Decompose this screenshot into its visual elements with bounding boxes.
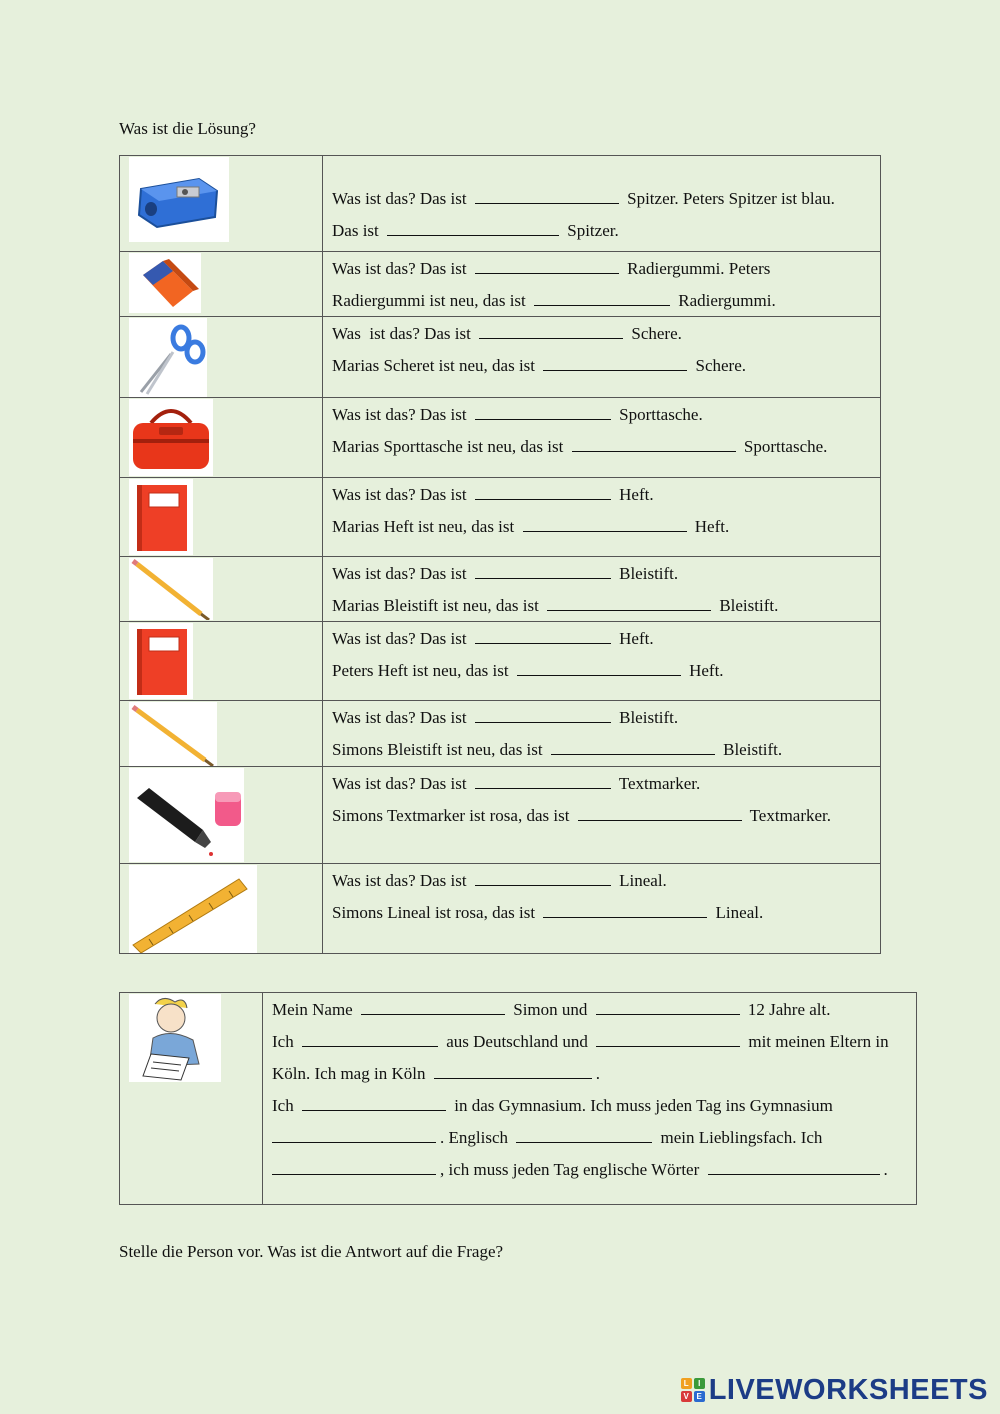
- answer-blank[interactable]: [475, 622, 611, 644]
- answer-blank[interactable]: [547, 589, 711, 611]
- line-text: aus Deutschland und: [441, 1032, 593, 1051]
- answer-blank[interactable]: [387, 214, 559, 236]
- line-text: Marias Sporttasche ist neu, das ist: [332, 437, 568, 456]
- line-text: Heft.: [690, 517, 730, 536]
- line-text: Simons Lineal ist rosa, das ist: [332, 903, 540, 922]
- line-text: Das ist: [332, 221, 383, 240]
- item-text-cell: [323, 701, 881, 767]
- line-text: Mein Name: [272, 1000, 357, 1019]
- ruler-icon: [129, 865, 257, 953]
- answer-blank[interactable]: [516, 1121, 652, 1143]
- item-image-cell: [120, 317, 323, 398]
- pencil-icon: [129, 702, 217, 766]
- line-text: mein Lieblingsfach. Ich: [656, 1128, 823, 1147]
- line-text: mit meinen Eltern in: [744, 1032, 889, 1051]
- line-text: Textmarker.: [745, 806, 832, 825]
- line-text: Was ist das? Das ist: [332, 405, 471, 424]
- line-text: Was ist das? Das ist: [332, 485, 471, 504]
- answer-blank[interactable]: [523, 510, 687, 532]
- line-text: Köln. Ich mag in Köln: [272, 1064, 430, 1083]
- item-text-cell: [323, 317, 881, 398]
- exercise-table-items: [119, 155, 881, 954]
- notebook-icon: [129, 623, 193, 699]
- eraser-icon: [129, 253, 201, 313]
- exercise-row: [120, 398, 881, 478]
- answer-blank[interactable]: [517, 654, 681, 676]
- answer-blank[interactable]: [479, 317, 623, 339]
- answer-blank[interactable]: [543, 896, 707, 918]
- line-text: Bleistift.: [614, 564, 679, 583]
- line-text: Bleistift.: [715, 596, 779, 615]
- line-text: Marias Heft ist neu, das ist: [332, 517, 519, 536]
- line-text: Was ist das? Das ist: [332, 871, 471, 890]
- answer-blank[interactable]: [475, 478, 611, 500]
- exercise-row: [120, 478, 881, 557]
- item-image-cell: [120, 156, 323, 252]
- line-text: Ich: [272, 1032, 298, 1051]
- item-image-cell: [120, 252, 323, 317]
- line-text: Bleistift.: [718, 740, 783, 759]
- line-text: Was ist das? Das ist: [332, 189, 471, 208]
- line-text: . Englisch: [440, 1128, 513, 1147]
- line-text: Heft.: [614, 485, 654, 504]
- line-text: Marias Scheret ist neu, das ist: [332, 356, 540, 375]
- item-text-cell: [323, 156, 881, 252]
- answer-blank[interactable]: [475, 864, 611, 886]
- item-text-cell: [323, 398, 881, 478]
- exercise-row: [120, 767, 881, 864]
- line-text: Was ist das? Das ist: [332, 564, 471, 583]
- line-text: Lineal.: [711, 903, 764, 922]
- line-text: Peters Heft ist neu, das ist: [332, 661, 513, 680]
- item-image-cell: [120, 701, 323, 767]
- answer-blank[interactable]: [302, 1089, 446, 1111]
- item-text-cell: [323, 557, 881, 622]
- line-text: .: [595, 1064, 600, 1083]
- exercise-row: [120, 864, 881, 954]
- line-text: Spitzer.: [563, 221, 619, 240]
- line-text: Radiergummi ist neu, das ist: [332, 291, 531, 310]
- item-image-cell: [120, 622, 323, 701]
- answer-blank[interactable]: [302, 1025, 438, 1047]
- line-text: Heft.: [614, 629, 654, 648]
- logo-mark-letter: I: [694, 1378, 705, 1389]
- item-image-cell: [120, 864, 323, 954]
- answer-blank[interactable]: [272, 1153, 436, 1175]
- notebook-icon: [129, 479, 193, 555]
- highlighter-icon: [129, 768, 244, 862]
- answer-blank[interactable]: [578, 799, 742, 821]
- line-text: Simons Textmarker ist rosa, das ist: [332, 806, 574, 825]
- line-text: Radiergummi. Peters: [622, 259, 771, 278]
- sports-bag-icon: [129, 399, 213, 476]
- text-exercise-row: [120, 993, 917, 1205]
- item-image-cell: [120, 398, 323, 478]
- line-text: Sporttasche.: [614, 405, 703, 424]
- answer-blank[interactable]: [475, 701, 611, 723]
- exercise-row: [120, 156, 881, 252]
- item-text-cell: [323, 864, 881, 954]
- line-text: Radiergummi.: [674, 291, 776, 310]
- line-text: 12 Jahre alt.: [743, 1000, 831, 1019]
- line-text: Was ist das? Das ist: [332, 259, 471, 278]
- answer-blank[interactable]: [596, 1025, 740, 1047]
- line-text: Schere.: [691, 356, 747, 375]
- exercise-row: [120, 252, 881, 317]
- logo-mark-letter: L: [681, 1378, 692, 1389]
- answer-blank[interactable]: [572, 430, 736, 452]
- answer-blank[interactable]: [434, 1057, 592, 1079]
- scissors-icon: [129, 318, 207, 397]
- line-text: in das Gymnasium. Ich muss jeden Tag ins Gymnasium: [449, 1096, 833, 1115]
- line-text: Was ist das? Das ist: [332, 629, 471, 648]
- line-text: .: [883, 1160, 888, 1179]
- answer-blank[interactable]: [475, 557, 611, 579]
- exercise-row: [120, 622, 881, 701]
- boy-image-cell: [120, 993, 263, 1205]
- line-text: Schere.: [627, 324, 682, 343]
- paragraph-cell: [263, 993, 917, 1205]
- answer-blank[interactable]: [475, 398, 611, 420]
- answer-blank[interactable]: [534, 284, 670, 306]
- logo-mark-letter: E: [694, 1391, 705, 1402]
- line-text: Bleistift.: [614, 708, 679, 727]
- logo-mark-letter: V: [681, 1391, 692, 1402]
- answer-blank[interactable]: [596, 993, 740, 1015]
- line-text: Heft.: [684, 661, 724, 680]
- logo-text: LIVEWORKSHEETS: [708, 1373, 988, 1406]
- answer-blank[interactable]: [475, 767, 611, 789]
- line-text: , ich muss jeden Tag englische Wörter: [440, 1160, 704, 1179]
- item-image-cell: [120, 557, 323, 622]
- answer-blank[interactable]: [475, 252, 619, 274]
- boy-thinking-icon: [129, 994, 221, 1082]
- line-text: Was ist das? Das ist: [332, 708, 471, 727]
- text-exercise-table: [119, 992, 917, 1205]
- line-text: Textmarker.: [614, 774, 701, 793]
- line-text: Was ist das? Das ist: [332, 774, 471, 793]
- line-text: Sporttasche.: [739, 437, 828, 456]
- item-image-cell: [120, 478, 323, 557]
- line-text: Simon und: [508, 1000, 592, 1019]
- sharpener-icon: [129, 157, 229, 242]
- footer-question: Stelle die Person vor. Was ist die Antwort auf die Frage?: [119, 1242, 504, 1261]
- line-text: Was ist das? Das ist: [332, 324, 476, 343]
- line-text: Spitzer. Peters Spitzer ist blau.: [622, 189, 835, 208]
- exercise-row: [120, 557, 881, 622]
- answer-blank[interactable]: [708, 1153, 880, 1175]
- answer-blank[interactable]: [475, 182, 619, 204]
- line-text: Simons Bleistift ist neu, das ist: [332, 740, 547, 759]
- pencil-icon: [129, 558, 213, 620]
- line-text: Marias Bleistift ist neu, das ist: [332, 596, 544, 615]
- answer-blank[interactable]: [361, 993, 505, 1015]
- exercise-row: [120, 317, 881, 398]
- answer-blank[interactable]: [272, 1121, 436, 1143]
- answer-blank[interactable]: [551, 733, 715, 755]
- logo-mark-icon: [681, 1378, 705, 1402]
- item-text-cell: [323, 767, 881, 864]
- item-text-cell: [323, 252, 881, 317]
- item-image-cell: [120, 767, 323, 864]
- item-text-cell: [323, 622, 881, 701]
- item-text-cell: [323, 478, 881, 557]
- exercise-row: [120, 701, 881, 767]
- answer-blank[interactable]: [543, 349, 687, 371]
- line-text: Ich: [272, 1096, 298, 1115]
- liveworksheets-logo[interactable]: [681, 1372, 988, 1408]
- line-text: Lineal.: [614, 871, 667, 890]
- worksheet-heading: Was ist die Lösung?: [119, 119, 256, 138]
